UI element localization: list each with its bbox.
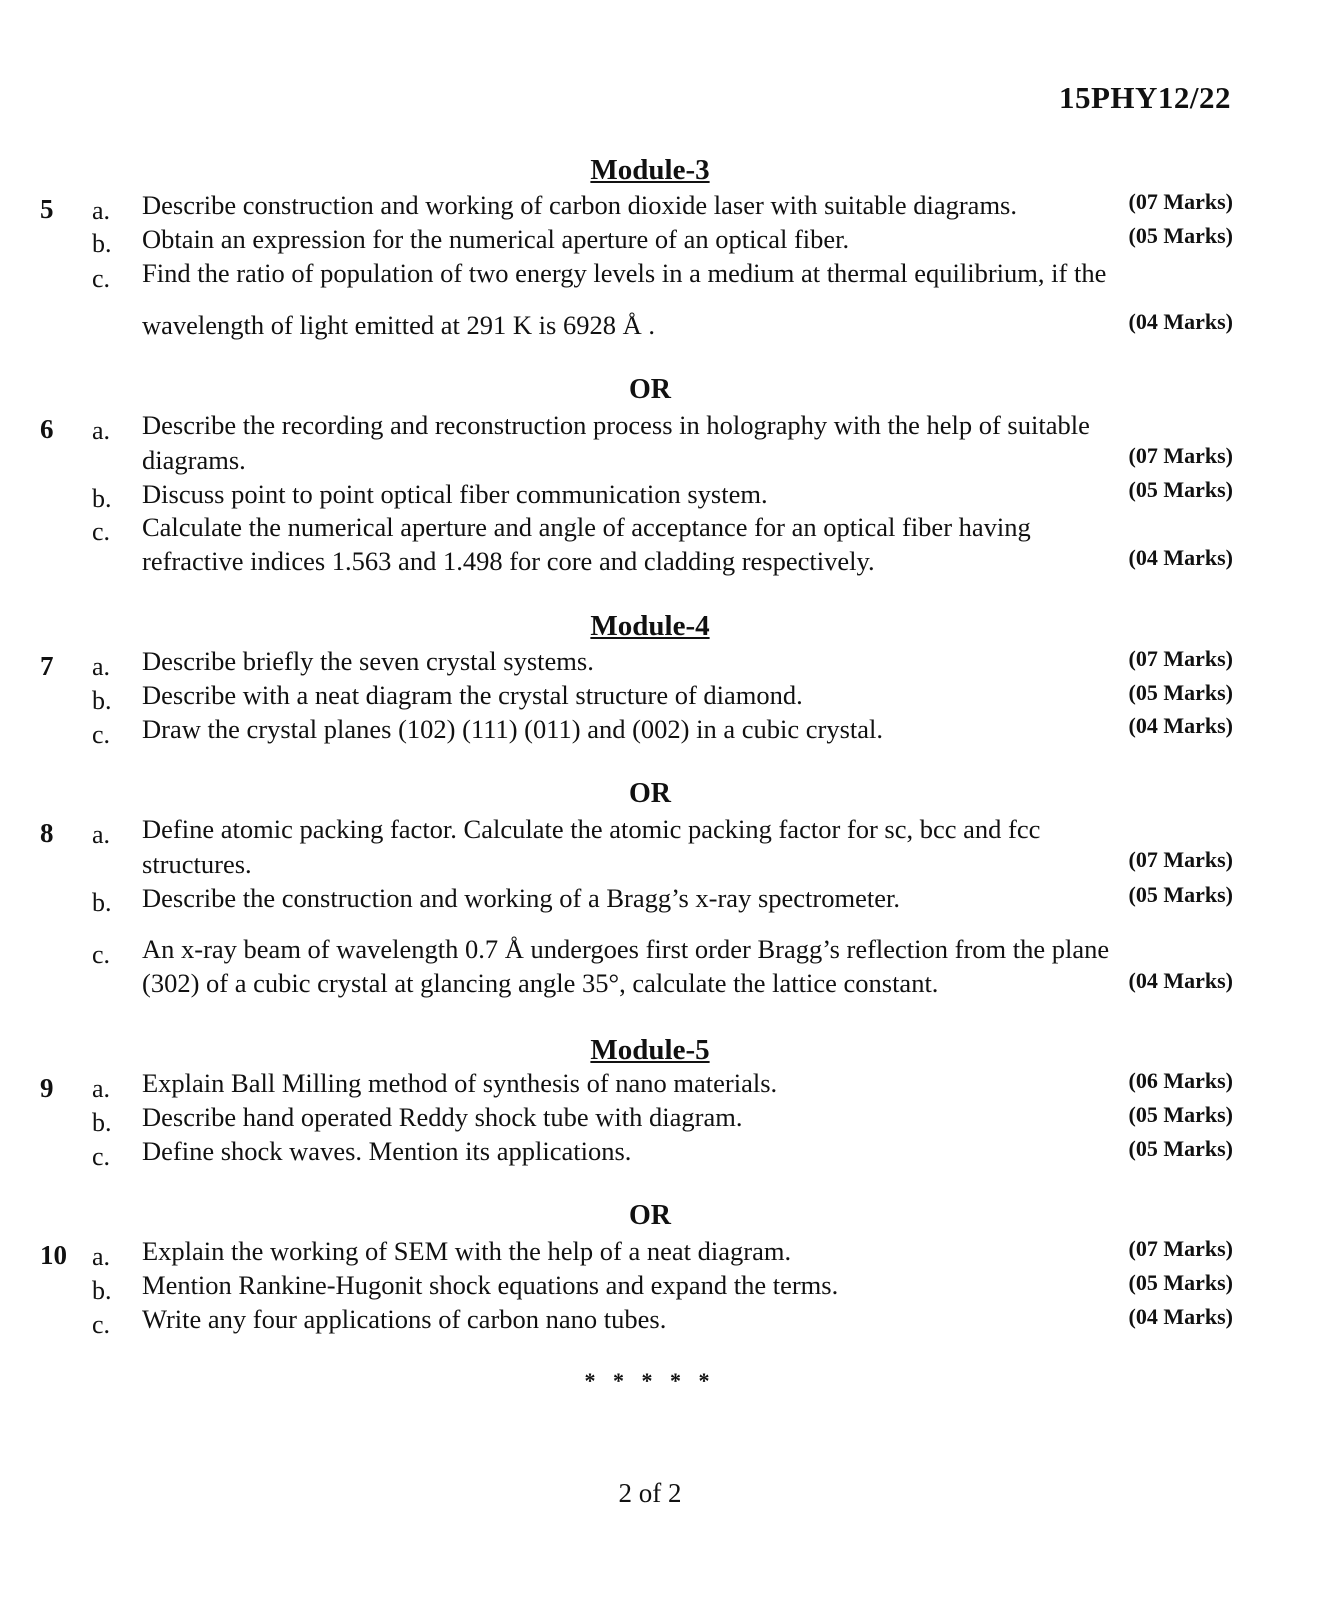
- q9c-text: Define shock waves. Mention its applications.: [142, 1136, 632, 1166]
- q10c-label: c.: [92, 1310, 111, 1339]
- q10c-marks: (04 Marks): [1128, 1304, 1233, 1329]
- q6c-text-line2: refractive indices 1.563 and 1.498 for core and cladding respectively.: [142, 546, 875, 576]
- q6c-text-line1: Calculate the numerical aperture and angle of acceptance for an optical fiber having: [142, 512, 1031, 542]
- or-divider-3: OR: [629, 1200, 671, 1231]
- module-3-heading: Module-3: [590, 154, 710, 186]
- q6a-marks: (07 Marks): [1128, 443, 1233, 468]
- q8b-label: b.: [92, 888, 112, 917]
- q8a-marks: (07 Marks): [1128, 847, 1233, 872]
- q9b-label: b.: [92, 1108, 112, 1137]
- q8c-text-line2: (302) of a cubic crystal at glancing angle 35°, calculate the lattice constant.: [142, 968, 939, 998]
- q6b-label: b.: [92, 484, 112, 513]
- q5b-label: b.: [92, 229, 112, 258]
- q6a-text-line2: diagrams.: [142, 445, 246, 475]
- q9a-label: a.: [92, 1074, 111, 1103]
- q9b-text: Describe hand operated Reddy shock tube with diagram.: [142, 1102, 743, 1132]
- q5c-text-line2: wavelength of light emitted at 291 K is 6928 Å .: [142, 310, 655, 340]
- q7a-text: Describe briefly the seven crystal systems.: [142, 646, 594, 676]
- q8c-marks: (04 Marks): [1128, 968, 1233, 993]
- q7a-label: a.: [92, 652, 111, 681]
- q9b-marks: (05 Marks): [1128, 1102, 1233, 1127]
- q10a-text: Explain the working of SEM with the help of a neat diagram.: [142, 1236, 792, 1266]
- q9a-text: Explain Ball Milling method of synthesis of nano materials.: [142, 1068, 778, 1098]
- q5b-marks: (05 Marks): [1128, 223, 1233, 248]
- q6b-marks: (05 Marks): [1128, 477, 1233, 502]
- q7c-marks: (04 Marks): [1128, 713, 1233, 738]
- q10a-label: a.: [92, 1242, 111, 1271]
- q5a-marks: (07 Marks): [1128, 189, 1233, 214]
- q6c-marks: (04 Marks): [1128, 545, 1233, 570]
- q8b-marks: (05 Marks): [1128, 882, 1233, 907]
- paper-code: 15PHY12/22: [1058, 80, 1231, 115]
- q10c-text: Write any four applications of carbon nano tubes.: [142, 1304, 667, 1334]
- q7a-marks: (07 Marks): [1128, 646, 1233, 671]
- q6c-label: c.: [92, 517, 111, 546]
- q7c-text: Draw the crystal planes (102) (111) (011) and (002) in a cubic crystal.: [142, 714, 884, 744]
- q7b-text: Describe with a neat diagram the crystal structure of diamond.: [142, 680, 803, 710]
- q7b-label: b.: [92, 686, 112, 715]
- question-number-8: 8: [40, 818, 54, 848]
- page-number: 2 of 2: [618, 1478, 682, 1508]
- question-number-10: 10: [40, 1240, 67, 1270]
- q8b-text: Describe the construction and working of a Bragg’s x-ray spectrometer.: [142, 883, 900, 913]
- question-number-7: 7: [40, 651, 54, 681]
- q10b-label: b.: [92, 1276, 112, 1305]
- module-4-heading: Module-4: [590, 610, 710, 642]
- end-of-paper-marker: * * * * *: [584, 1368, 716, 1393]
- or-divider-1: OR: [629, 374, 671, 405]
- question-number-9: 9: [40, 1073, 54, 1103]
- q9c-label: c.: [92, 1142, 111, 1171]
- q5b-text: Obtain an expression for the numerical aperture of an optical fiber.: [142, 224, 850, 254]
- q8a-label: a.: [92, 820, 111, 849]
- q5a-text: Describe construction and working of carbon dioxide laser with suitable diagrams.: [142, 190, 1017, 220]
- q10b-marks: (05 Marks): [1128, 1270, 1233, 1295]
- q8c-text-line1: An x-ray beam of wavelength 0.7 Å undergoes first order Bragg’s reflection from the plane: [142, 934, 1110, 964]
- q5c-marks: (04 Marks): [1128, 309, 1233, 334]
- q10b-text: Mention Rankine-Hugonit shock equations and expand the terms.: [142, 1270, 839, 1300]
- question-number-5: 5: [40, 194, 54, 224]
- module-5-heading: Module-5: [590, 1034, 710, 1066]
- q7b-marks: (05 Marks): [1128, 680, 1233, 705]
- q9c-marks: (05 Marks): [1128, 1136, 1233, 1161]
- q5c-label: c.: [92, 264, 111, 293]
- q5a-label: a.: [92, 196, 111, 225]
- q7c-label: c.: [92, 720, 111, 749]
- q6b-text: Discuss point to point optical fiber communication system.: [142, 479, 768, 509]
- q8a-text-line1: Define atomic packing factor. Calculate the atomic packing factor for sc, bcc and fcc: [142, 814, 1041, 844]
- q9a-marks: (06 Marks): [1128, 1068, 1233, 1093]
- q10a-marks: (07 Marks): [1128, 1236, 1233, 1261]
- question-number-6: 6: [40, 414, 54, 444]
- q6a-label: a.: [92, 416, 111, 445]
- q8c-label: c.: [92, 940, 111, 969]
- q8a-text-line2: structures.: [142, 849, 252, 879]
- or-divider-2: OR: [629, 778, 671, 809]
- q6a-text-line1: Describe the recording and reconstruction process in holography with the help of suitable: [142, 410, 1090, 440]
- q5c-text-line1: Find the ratio of population of two energy levels in a medium at thermal equilibrium, if the: [142, 258, 1107, 288]
